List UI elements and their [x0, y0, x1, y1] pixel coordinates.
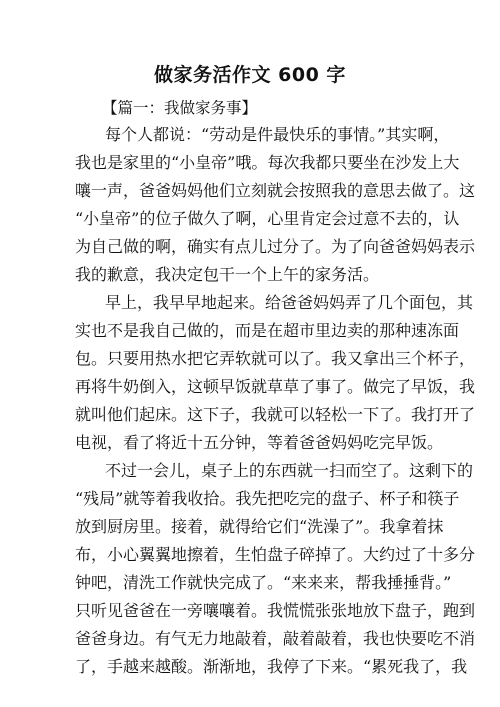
paragraph-line: 嚷一声，爸爸妈妈他们立刻就会按照我的意思去做了。这 [75, 181, 476, 200]
paragraph-line: “残局”就等着我收拾。我先把吃完的盘子、杯子和筷子 [75, 489, 460, 508]
paragraph-line: 爸爸身边。有气无力地敲着，敲着敲着，我也快要吃不消 [75, 629, 476, 648]
paragraph-line: 每个人都说：“劳动是件最快乐的事情。”其实啊， [105, 125, 450, 144]
document-title: 做家务活作文 600 字 [154, 64, 346, 86]
section-heading: 【篇一：我做家务事】 [102, 99, 258, 117]
paragraph-line: 再将牛奶倒入，这顿早饭就草草了事了。做完了早饭，我 [75, 377, 476, 396]
paragraph-line: 就叫他们起床。这下子，我就可以轻松一下了。我打开了 [75, 405, 476, 424]
paragraph-line: 只听见爸爸在一旁嚷嚷着。我慌慌张张地放下盘子，跑到 [75, 601, 476, 620]
paragraph-line: 钟吧，清洗工作就快完成了。“来来来，帮我捶捶背。” [75, 573, 452, 592]
paragraph-line: “小皇帝”的位子做久了啊，心里肯定会过意不去的，认 [75, 209, 460, 228]
paragraph-line: 早上，我早早地起来。给爸爸妈妈弄了几个面包，其 [105, 293, 474, 312]
paragraph-line: 为自己做的啊，确实有点儿过分了。为了向爸爸妈妈表示 [75, 237, 476, 256]
paragraph-line: 我的歉意，我决定包干一个上午的家务活。 [75, 265, 380, 284]
paragraph-line: 布，小心翼翼地擦着，生怕盘子碎掉了。大约过了十多分 [75, 545, 476, 564]
paragraph-line: 了，手越来越酸。渐渐地，我停了下来。“累死我了，我 [75, 657, 468, 676]
paragraph-line: 电视，看了将近十五分钟，等着爸爸妈妈吃完早饭。 [75, 433, 444, 452]
paragraph-line: 我也是家里的“小皇帝”哦。每次我都只要坐在沙发上大 [75, 153, 460, 172]
paragraph-line: 包。只要用热水把它弄软就可以了。我又拿出三个杯子， [75, 349, 476, 368]
paragraph-line: 不过一会儿，桌子上的东西就一扫而空了。这剩下的 [105, 461, 474, 480]
paragraph-line: 放到厨房里。接着，就得给它们“洗澡了”。我拿着抹 [75, 517, 444, 536]
paragraph-line: 实也不是我自己做的，而是在超市里边卖的那种速冻面 [75, 321, 460, 340]
